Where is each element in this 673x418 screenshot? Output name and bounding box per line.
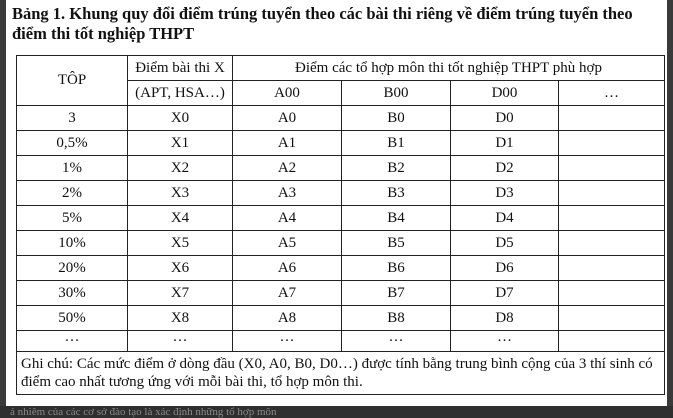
table-cell: X5: [128, 231, 233, 256]
table-cell: A1: [233, 131, 342, 156]
table-cell: A2: [233, 156, 342, 181]
header-combo-b00: B00: [342, 81, 451, 106]
table-row: [17, 106, 665, 131]
table-cell: A7: [233, 281, 342, 306]
table-cell: B5: [342, 231, 451, 256]
table-cell: B0: [342, 106, 451, 131]
table-row: [17, 306, 665, 331]
table-cell: 20%: [17, 256, 128, 281]
header-combo: Điểm các tổ hợp môn thi tốt nghiệp THPT phù hợp: [233, 56, 665, 81]
table-cell: A6: [233, 256, 342, 281]
table-row: [17, 231, 665, 256]
table-cell: [559, 206, 665, 231]
table-row: [17, 281, 665, 306]
table-cell: …: [451, 331, 559, 352]
table-cell: [559, 331, 665, 352]
table-cell: …: [342, 331, 451, 352]
table-cell: A8: [233, 306, 342, 331]
table-cell: [559, 231, 665, 256]
background-text: ả nhiêm của các cơ sở đào tạo là xác định những tổ hợp môn: [0, 406, 673, 418]
header-row-1: [17, 56, 665, 81]
table-cell: B8: [342, 306, 451, 331]
table-cell: 1%: [17, 156, 128, 181]
table-cell: A3: [233, 181, 342, 206]
table-cell: X1: [128, 131, 233, 156]
table-cell: 30%: [17, 281, 128, 306]
table-cell: [559, 181, 665, 206]
table-note: Ghi chú: Các mức điểm ở dòng đầu (X0, A0, B0, D0…) được tính bằng trung bình cộng của 3 thí sinh có điểm cao nhất tương ứng với mỗi bài thi, tổ hợp môn thi.: [17, 352, 665, 395]
conversion-table: [16, 55, 665, 395]
table-cell: 0,5%: [17, 131, 128, 156]
table-row: [17, 206, 665, 231]
header-top: TÔP: [17, 56, 128, 106]
table-cell: [559, 306, 665, 331]
table-cell: [559, 106, 665, 131]
table-row: [17, 131, 665, 156]
table-row: [17, 156, 665, 181]
table-cell: B2: [342, 156, 451, 181]
table-title: Bảng 1. Khung quy đổi điểm trúng tuyển theo các bài thi riêng về điểm trúng tuyển theo điểm thi tốt nghiệp THPT: [12, 4, 633, 43]
table-cell: B3: [342, 181, 451, 206]
table-cell: D5: [451, 231, 559, 256]
table-cell: [559, 281, 665, 306]
table-cell: B7: [342, 281, 451, 306]
table-cell: D6: [451, 256, 559, 281]
header-combo-more: …: [559, 81, 665, 106]
table-cell: X8: [128, 306, 233, 331]
table-cell: [559, 156, 665, 181]
table-cell: B1: [342, 131, 451, 156]
table-cell: X4: [128, 206, 233, 231]
table-cell: X3: [128, 181, 233, 206]
table-row: [17, 181, 665, 206]
table-cell: …: [128, 331, 233, 352]
table-cell: A5: [233, 231, 342, 256]
table-cell: D2: [451, 156, 559, 181]
table-cell: B4: [342, 206, 451, 231]
table-cell: …: [233, 331, 342, 352]
table-cell: D0: [451, 106, 559, 131]
table-cell: A0: [233, 106, 342, 131]
table-cell: X6: [128, 256, 233, 281]
table-cell: D7: [451, 281, 559, 306]
table-cell: D4: [451, 206, 559, 231]
table-cell: [559, 131, 665, 156]
header-combo-d00: D00: [451, 81, 559, 106]
document-page: [6, 0, 667, 406]
table-cell: B6: [342, 256, 451, 281]
table-cell: X7: [128, 281, 233, 306]
note-row: [17, 352, 665, 395]
header-exam: Điểm bài thi X: [128, 56, 233, 81]
table-cell: X2: [128, 156, 233, 181]
table-cell: D1: [451, 131, 559, 156]
table-cell: 2%: [17, 181, 128, 206]
table-cell: 3: [17, 106, 128, 131]
header-combo-a00: A00: [233, 81, 342, 106]
table-cell: [559, 256, 665, 281]
table-row: [17, 256, 665, 281]
table-cell: 5%: [17, 206, 128, 231]
table-cell: D3: [451, 181, 559, 206]
table-cell: A4: [233, 206, 342, 231]
table-cell: X0: [128, 106, 233, 131]
header-exam-sub: (APT, HSA…): [128, 81, 233, 106]
table-cell: …: [17, 331, 128, 352]
table-body: [17, 106, 665, 395]
table-cell: 10%: [17, 231, 128, 256]
table-cell: 50%: [17, 306, 128, 331]
table-cell: D8: [451, 306, 559, 331]
table-row: [17, 331, 665, 352]
